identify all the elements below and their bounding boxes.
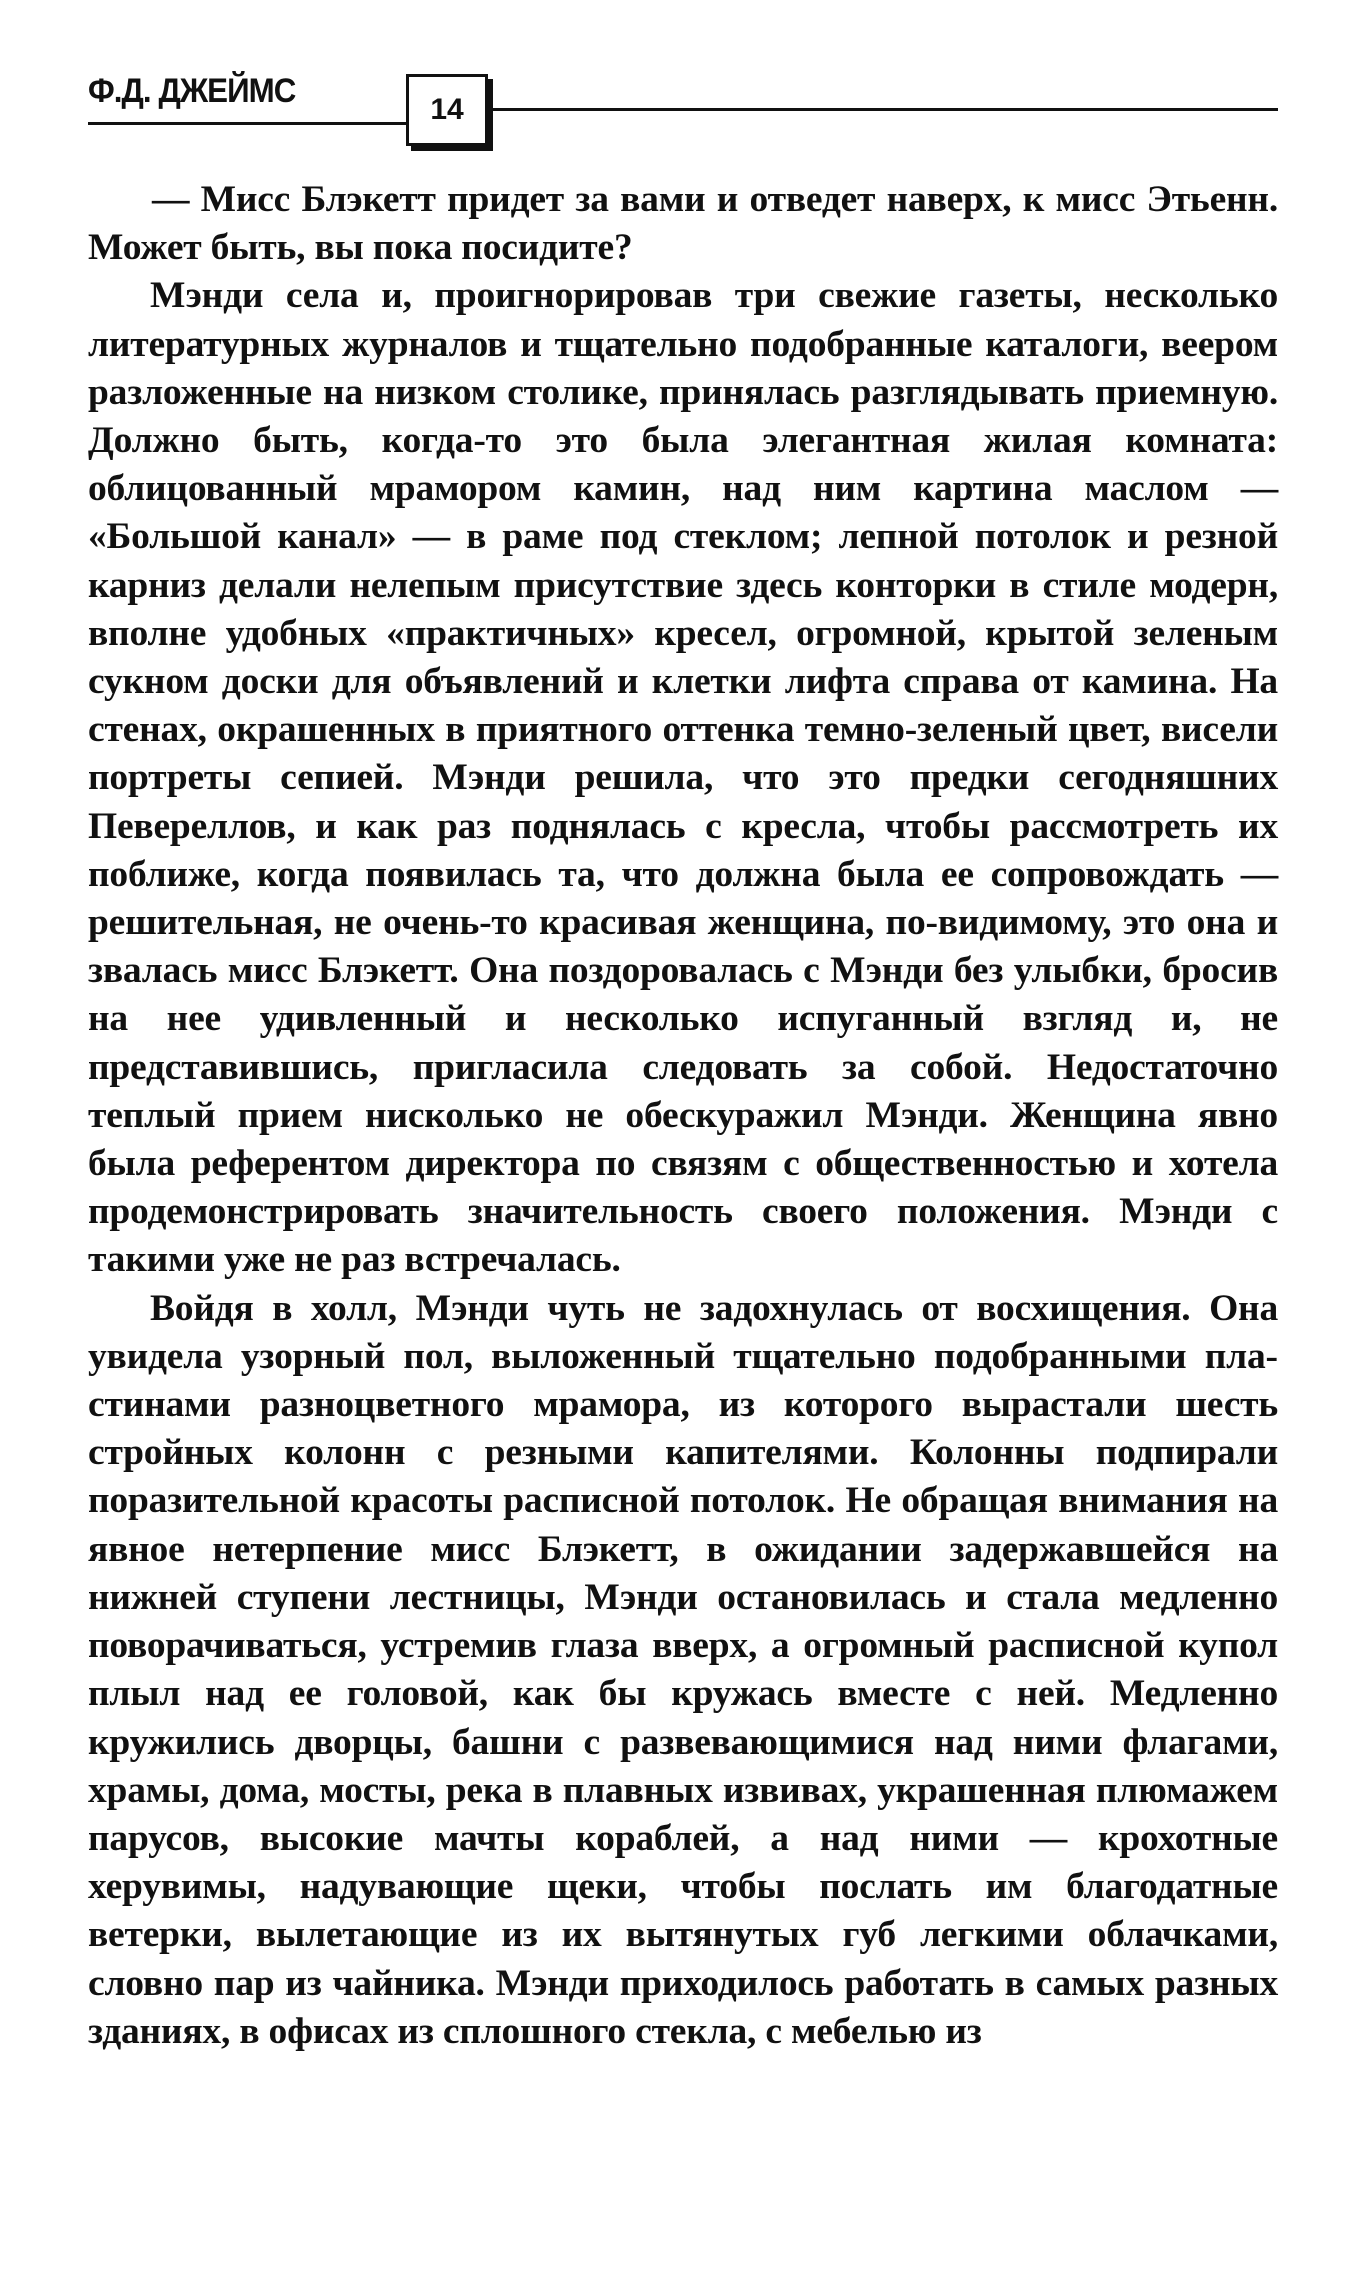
- header-rule: [488, 108, 1278, 111]
- running-head-author: Ф.Д. ДЖЕЙМС: [88, 72, 296, 110]
- page-header: [88, 62, 1278, 152]
- header-rule: [88, 122, 408, 125]
- paragraph: Войдя в холл, Мэнди чуть не задохнулась от восхищения. Она увидела узорный пол, выложенный тщательно подобранными пластинами разноцветного мрамора, из которого вырастали шесть стройных колонн с резными капителями. Колонны подпирали поразительной красоты расписной потолок. Не обращая внимания на явное нетерпение мисс Блэкетт, в ожидании задержавшейся на нижней ступени лестницы, Мэнди остановилась и стала медленно поворачиваться, устремив глаза вверх, а огромный расписной купол плыл над ее головой, как бы кружась вместе с ней. Медленно кружились дворцы, башни с развевающимися над ними флагами, храмы, дома, мосты, река в плавных извивах, украшенная плюмажем парусов, высокие мачты кораблей, а над ними — крохотные херувимы, надувающие щеки, чтобы послать им благодатные ветерки, вылетающие из их вытянутых губ легкими облачками, словно пар из чайника. Мэнди приходилось работать в самых разных зданиях, в офисах из сплошного стекла, с мебелью из: [88, 1287, 1278, 2052]
- body-text: [88, 176, 1278, 2056]
- paragraph: — Мисс Блэкетт придет за вами и отведет наверх, к мисс Этьенн. Может быть, вы пока посидите?: [88, 179, 1278, 269]
- page-number: 14: [406, 74, 488, 146]
- paragraph: Мэнди села и, проигнорировав три свежие газеты, несколько литературных журналов и тщательно подобранные каталоги, веером разложенные на низком столике, принялась разглядывать приемную. Должно быть, когда-то это была элегантная жилая комната: облицованный мрамором камин, над ним картина маслом — «Большой канал» — в раме под стеклом; лепной потолок и резной карниз делали нелепым присутствие здесь конторки в стиле модерн, вполне удобных «практичных» кресел, огромной, крытой зеленым сукном доски для объявлений и клетки лифта справа от камина. На стенах, окрашенных в приятного оттенка темно-зеленый цвет, висели портреты сепией. Мэнди решила, что это предки сегодняшних Певереллов, и как раз поднялась с кресла, чтобы рассмотреть их поближе, когда появилась та, что должна была ее сопровождать — решительная, не очень-то красивая женщина, по-видимому, это она и звалась мисс Блэкетт. Она поздоровалась с Мэнди без улыбки, бросив на нее удивленный и несколько испуганный взгляд и, не представившись, пригласила следовать за собой. Недостаточно теплый прием нисколько не обескуражил Мэнди. Женщина явно была референтом директора по связям с общественностью и хотела продемонстрировать значительность своего положения. Мэнди с такими уже не раз встречалась.: [88, 275, 1278, 1281]
